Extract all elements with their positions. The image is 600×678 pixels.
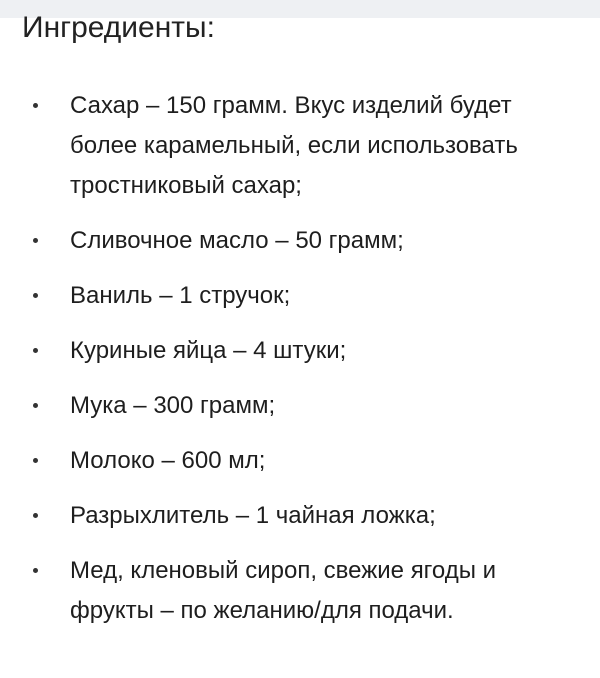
list-item	[0, 386, 600, 426]
ingredient-text: Сливочное масло – 50 грамм;	[70, 227, 404, 254]
bullet-icon	[33, 348, 38, 353]
ingredient-text: Молоко – 600 мл;	[70, 447, 266, 474]
list-item	[0, 276, 600, 316]
ingredient-text: Мед, кленовый сироп, свежие ягоды и фрукты – по желанию/для подачи.	[70, 557, 497, 624]
list-item	[0, 221, 600, 261]
ingredient-text: Мука – 300 грамм;	[70, 392, 276, 419]
list-item	[0, 551, 600, 631]
page-title: Ингредиенты:	[22, 11, 215, 44]
ingredient-list	[0, 86, 600, 646]
list-item	[0, 496, 600, 536]
bullet-icon	[33, 513, 38, 518]
list-item	[0, 86, 600, 206]
bullet-icon	[33, 403, 38, 408]
ingredient-text: Куриные яйца – 4 штуки;	[70, 337, 347, 364]
ingredient-text: Ваниль – 1 стручок;	[70, 282, 291, 309]
list-item	[0, 331, 600, 371]
ingredient-text: Разрыхлитель – 1 чайная ложка;	[70, 502, 436, 529]
bullet-icon	[33, 293, 38, 298]
bullet-icon	[33, 103, 38, 108]
bullet-icon	[33, 458, 38, 463]
ingredient-text: Сахар – 150 грамм. Вкус изделий будет более карамельный, если использовать тростниковый сахар;	[70, 92, 518, 199]
bullet-icon	[33, 238, 38, 243]
list-item	[0, 441, 600, 481]
bullet-icon	[33, 568, 38, 573]
